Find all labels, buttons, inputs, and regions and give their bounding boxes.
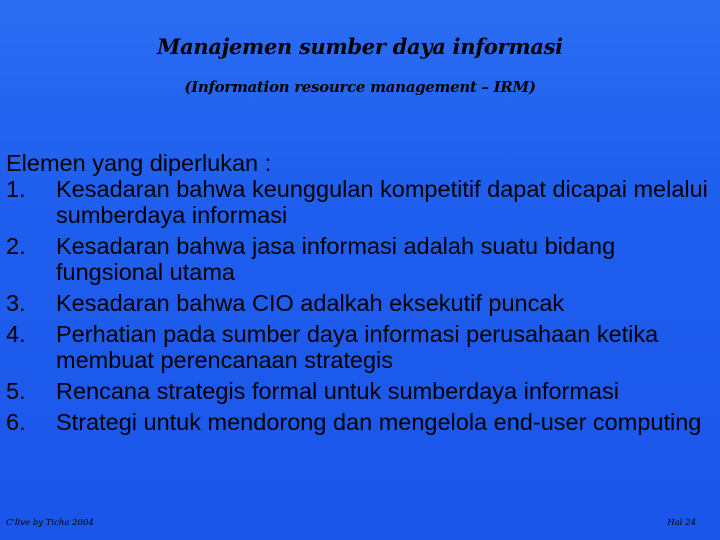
item-number: 3. <box>6 290 26 316</box>
list-item <box>6 176 711 228</box>
list-item <box>6 290 711 316</box>
intro-text: Elemen yang diperlukan : <box>6 150 272 176</box>
item-text: Kesadaran bahwa CIO adalkah eksekutif puncak <box>56 290 565 316</box>
footer-credit: C'live by Ticha 2004 <box>6 518 94 528</box>
list-item <box>6 321 711 373</box>
item-text: Perhatian pada sumber daya informasi perusahaan ketika membuat perencanaan strategis <box>56 321 659 373</box>
item-number: 1. <box>6 176 26 202</box>
item-text: Strategi untuk mendorong dan mengelola end-user computing <box>56 409 702 435</box>
item-number: 5. <box>6 378 26 404</box>
list-item <box>6 378 711 404</box>
numbered-list <box>6 176 711 435</box>
item-number: 2. <box>6 233 26 259</box>
item-text: Rencana strategis formal untuk sumberdaya informasi <box>56 378 619 404</box>
page-number: Hal 24 <box>667 518 696 528</box>
list-item <box>6 409 711 435</box>
item-number: 4. <box>6 321 26 347</box>
item-text: Kesadaran bahwa jasa informasi adalah suatu bidang fungsional utama <box>56 233 616 285</box>
item-text: Kesadaran bahwa keunggulan kompetitif dapat dicapai melalui sumberdaya informasi <box>56 176 708 228</box>
item-number: 6. <box>6 409 26 435</box>
list-item <box>6 233 711 285</box>
slide-title: Manajemen sumber daya informasi <box>157 34 563 59</box>
slide-subtitle: (Information resource management – IRM) <box>184 78 536 96</box>
slide-body <box>6 150 711 435</box>
